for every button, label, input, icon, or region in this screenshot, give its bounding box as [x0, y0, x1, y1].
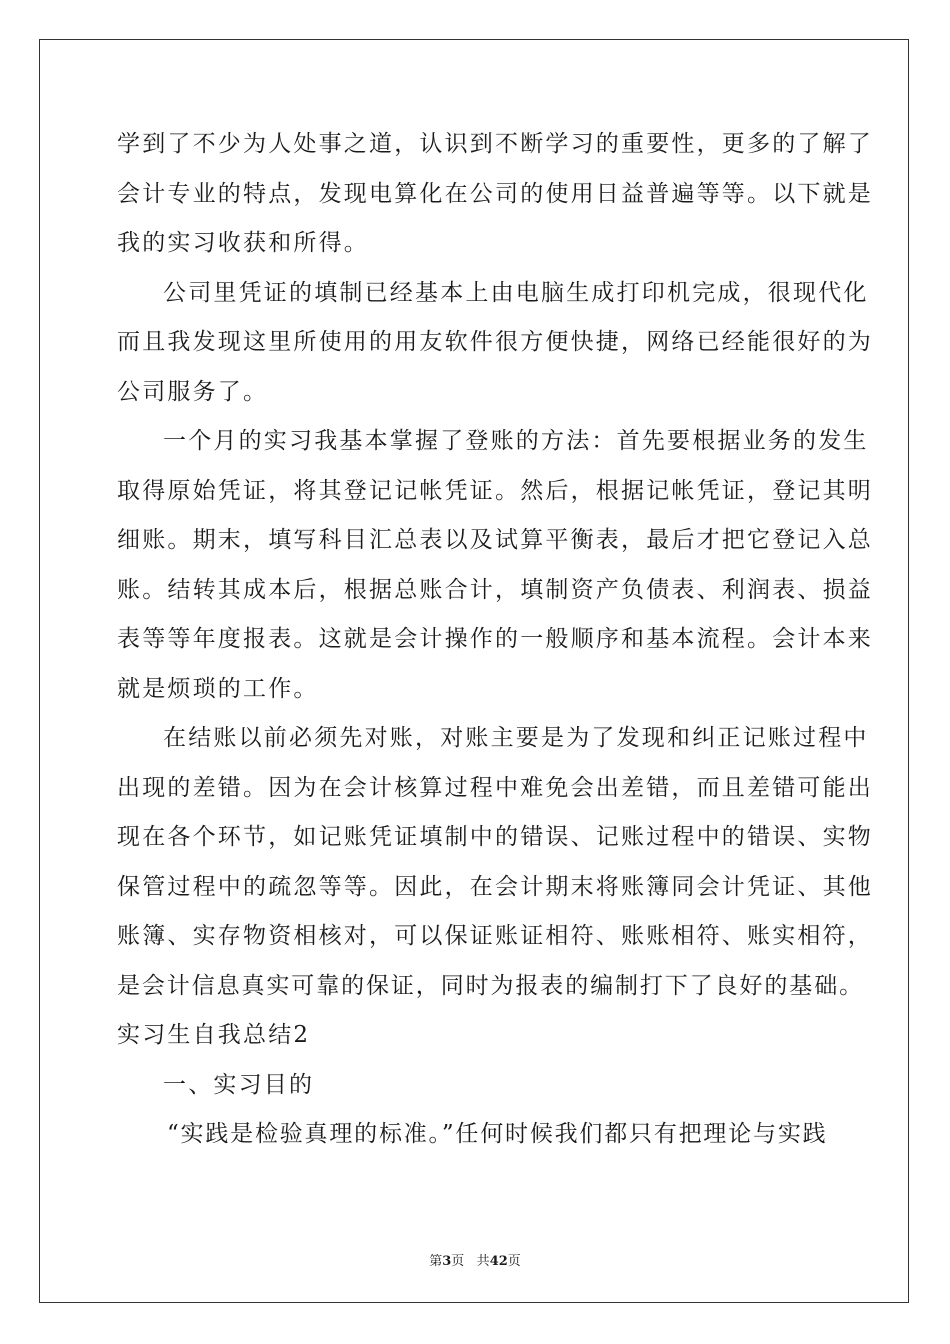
page-footer — [0, 1250, 950, 1269]
text-line: 会计专业的特点，发现电算化在公司的使用日益普遍等等。以下就是 — [117, 180, 873, 207]
text-line: 账。结转其成本后，根据总账合计，填制资产负债表、利润表、损益 — [117, 576, 873, 603]
paragraph-start-line: 公司里凭证的填制已经基本上由电脑生成打印机完成，很现代化 — [163, 279, 869, 306]
text-line: 就是烦琐的工作。 — [117, 675, 319, 702]
text-line: 账簿、实存物资相核对，可以保证账证相符、账账相符、账实相符， — [117, 923, 873, 949]
text-line: 出现的差错。因为在会计核算过程中难免会出差错，而且差错可能出 — [117, 774, 873, 801]
text-line: 我的实习收获和所得。 — [117, 230, 369, 256]
document-body — [117, 120, 873, 1160]
paragraph-start-line: 在结账以前必须先对账，对账主要是为了发现和纠正记账过程中 — [163, 725, 869, 751]
text-line: 公司服务了。 — [117, 378, 269, 405]
footer-total-prefix: 共 — [476, 1254, 490, 1269]
text-line: 细账。期末，填写科目汇总表以及试算平衡表，最后才把它登记入总 — [117, 527, 873, 553]
text-line: 表等等年度报表。这就是会计操作的一般顺序和基本流程。会计本来 — [117, 626, 873, 652]
paragraph-start-line: 一个月的实习我基本掌握了登账的方法：首先要根据业务的发生 — [163, 428, 869, 454]
footer-prefix: 第 — [429, 1254, 443, 1269]
text-line: 学到了不少为人处事之道，认识到不断学习的重要性，更多的了解了 — [117, 131, 873, 157]
text-line: 而且我发现这里所使用的用友软件很方便快捷，网络已经能很好的为 — [117, 329, 873, 355]
current-page-number: 3 — [442, 1254, 452, 1269]
text-line: 是会计信息真实可靠的保证，同时为报表的编制打下了良好的基础。 — [117, 972, 864, 999]
text-line: 保管过程中的疏忽等等。因此，在会计期末将账簿同会计凭证、其他 — [117, 873, 873, 900]
subsection-heading: 一、实习目的 — [163, 1071, 315, 1098]
section-heading: 实习生自我总结2 — [117, 1022, 311, 1048]
text-line: 现在各个环节，如记账凭证填制中的错误、记账过程中的错误、实物 — [117, 824, 873, 850]
paragraph-start-line: “实践是检验真理的标准。”任何时候我们都只有把理论与实践 — [167, 1121, 828, 1147]
total-page-count: 42 — [489, 1254, 508, 1269]
footer-page-suffix: 页 — [451, 1254, 465, 1269]
text-line: 取得原始凭证，将其登记记帐凭证。然后，根据记帐凭证，登记其明 — [117, 477, 873, 504]
footer-total-suffix: 页 — [507, 1254, 521, 1269]
